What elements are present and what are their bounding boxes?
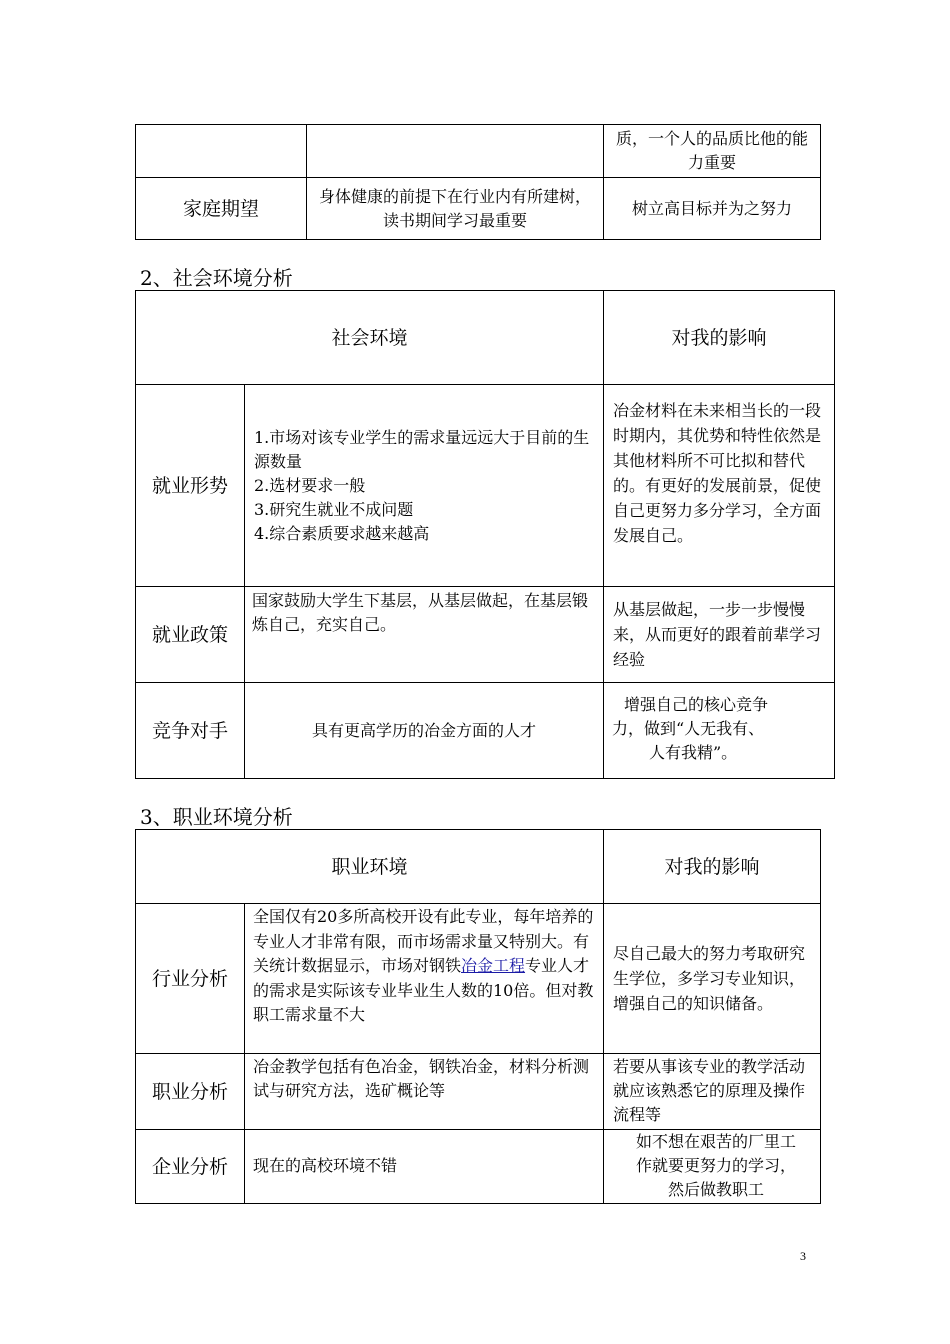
competitors-label: 竞争对手 — [151, 719, 228, 742]
enterprise-analysis-effect: 如不想在艰苦的厂里工 作就要更努力的学习， 然后做教职工 — [635, 1132, 796, 1199]
metallurgy-engineering-link[interactable]: 冶金工程 — [461, 956, 526, 975]
section-2-title: 2、社会环境分析 — [140, 266, 293, 290]
competitors-effect: 增强自己的核心竞争 力，做到“人无我有、 人有我精”。 — [612, 695, 769, 762]
social-header-environment: 社会环境 — [331, 326, 408, 349]
family-quality-text: 质，一个人的品质比他的能力重要 — [615, 129, 808, 172]
employment-policy-effect: 从基层做起，一步一步慢慢来，从而更好的跟着前辈学习经验 — [613, 600, 822, 669]
industry-analysis-effect: 尽自己最大的努力考取研究生学位，多学习专业知识，增强自己的知识储备。 — [613, 944, 806, 1013]
employment-situation-list — [254, 385, 598, 586]
page-number: 3 — [800, 1249, 806, 1263]
career-header-environment: 职业环境 — [331, 855, 408, 878]
competitors-content: 具有更高学历的冶金方面的人才 — [311, 720, 536, 740]
list-item: 1.市场对该专业学生的需求量远远大于目前的生源数量 — [254, 427, 590, 471]
employment-policy-label: 就业政策 — [151, 623, 228, 646]
family-expectation-effect: 树立高目标并为之努力 — [631, 198, 792, 218]
list-item: 4.综合素质要求越来越高 — [254, 523, 430, 543]
enterprise-analysis-label: 企业分析 — [151, 1155, 228, 1178]
family-expectation-content: 身体健康的前提下在行业内有所建树，读书期间学习最重要 — [318, 187, 591, 230]
enterprise-analysis-content: 现在的高校环境不错 — [253, 1156, 398, 1175]
list-item: 2.选材要求一般 — [254, 475, 366, 495]
industry-analysis-label: 行业分析 — [151, 967, 228, 990]
employment-situation-effect: 冶金材料在未来相当长的一段时期内，其优势和特性依然是其他材料所不可比拟和替代的。有更好的发展前景，促使自己更努力多分学习，全方面发展自己。 — [613, 401, 822, 545]
occupation-analysis-content: 冶金教学包括有色冶金，钢铁冶金，材料分析测试与研究方法，选矿概论等 — [253, 1057, 590, 1100]
career-header-effect: 对我的影响 — [664, 855, 760, 878]
social-header-effect: 对我的影响 — [671, 326, 767, 349]
list-item: 3.研究生就业不成问题 — [254, 499, 414, 519]
occupation-analysis-effect: 若要从事该专业的教学活动就应该熟悉它的原理及操作流程等 — [613, 1057, 806, 1124]
family-expectation-label: 家庭期望 — [182, 197, 259, 220]
occupation-analysis-label: 职业分析 — [151, 1080, 228, 1103]
industry-analysis-content: 全国仅有20多所高校开设有此专业，每年培养的专业人才非常有限，而市场需求量又特别大。有关统计数据显示，市场对钢铁冶金工程专业人才的需求是实际该专业毕业生人数的10倍。但对教职工需求量不大 — [253, 907, 594, 1024]
employment-policy-content: 国家鼓励大学生下基层，从基层做起，在基层锻炼自己，充实自己。 — [252, 591, 589, 634]
employment-situation-label: 就业形势 — [151, 474, 228, 497]
section-3-title: 3、职业环境分析 — [140, 805, 293, 829]
